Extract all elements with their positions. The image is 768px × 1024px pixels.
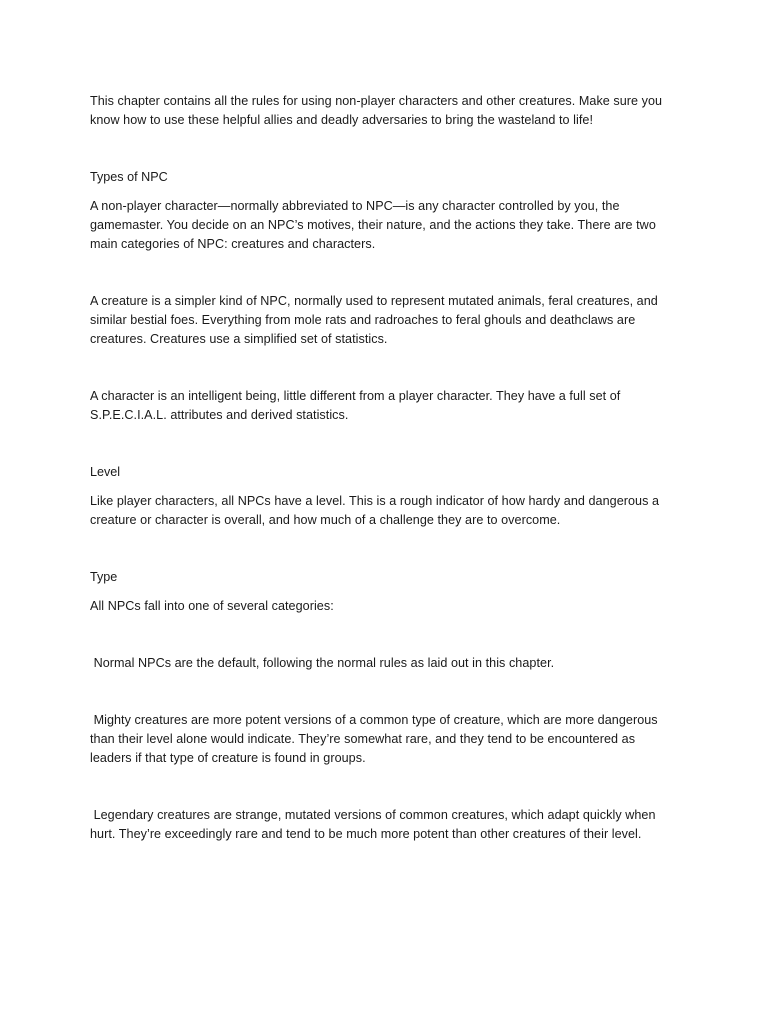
heading-level: Level [90, 465, 121, 479]
mighty-creature-paragraph: Mighty creatures are more potent versions of a common type of creature, which are more dangerous than their level alone would indicate. They’re somewhat rare, and they tend to be encountered as leaders if that type of creature is found in groups. [90, 713, 662, 765]
legendary-creature-paragraph: Legendary creatures are strange, mutated versions of common creatures, which adapt quickly when hurt. They’re exceedingly rare and tend to be much more potent than other creatures of their level. [90, 808, 660, 841]
normal-npc-paragraph: Normal NPCs are the default, following the normal rules as laid out in this chapter. [90, 656, 555, 670]
creature-paragraph: A creature is a simpler kind of NPC, normally used to represent mutated animals, feral creatures, and similar bestial foes. Everything from mole rats and radroaches to feral ghouls and deathclaws are creatures. Creatures use a simplified set of statistics. [90, 294, 658, 346]
type-intro-paragraph: All NPCs fall into one of several categories: [90, 599, 334, 613]
level-paragraph: Like player characters, all NPCs have a level. This is a rough indicator of how hardy and dangerous a creature or character is overall, and how much of a challenge they are to overcome. [90, 494, 660, 527]
intro-paragraph: This chapter contains all the rules for using non-player characters and other creatures. Make sure you know how to use these helpful allies and deadly adversaries to bring the wasteland to life! [90, 94, 663, 127]
character-paragraph: A character is an intelligent being, little different from a player character. They have a full set of S.P.E.C.I.A.L. attributes and derived statistics. [90, 389, 621, 422]
npc-definition-paragraph: A non-player character—normally abbreviated to NPC—is any character controlled by you, the gamemaster. You decide on an NPC’s motives, their nature, and the actions they take. There are two main categories of NPC: creatures and characters. [90, 199, 656, 251]
heading-types-of-npc: Types of NPC [90, 170, 168, 184]
heading-type: Type [90, 570, 118, 584]
